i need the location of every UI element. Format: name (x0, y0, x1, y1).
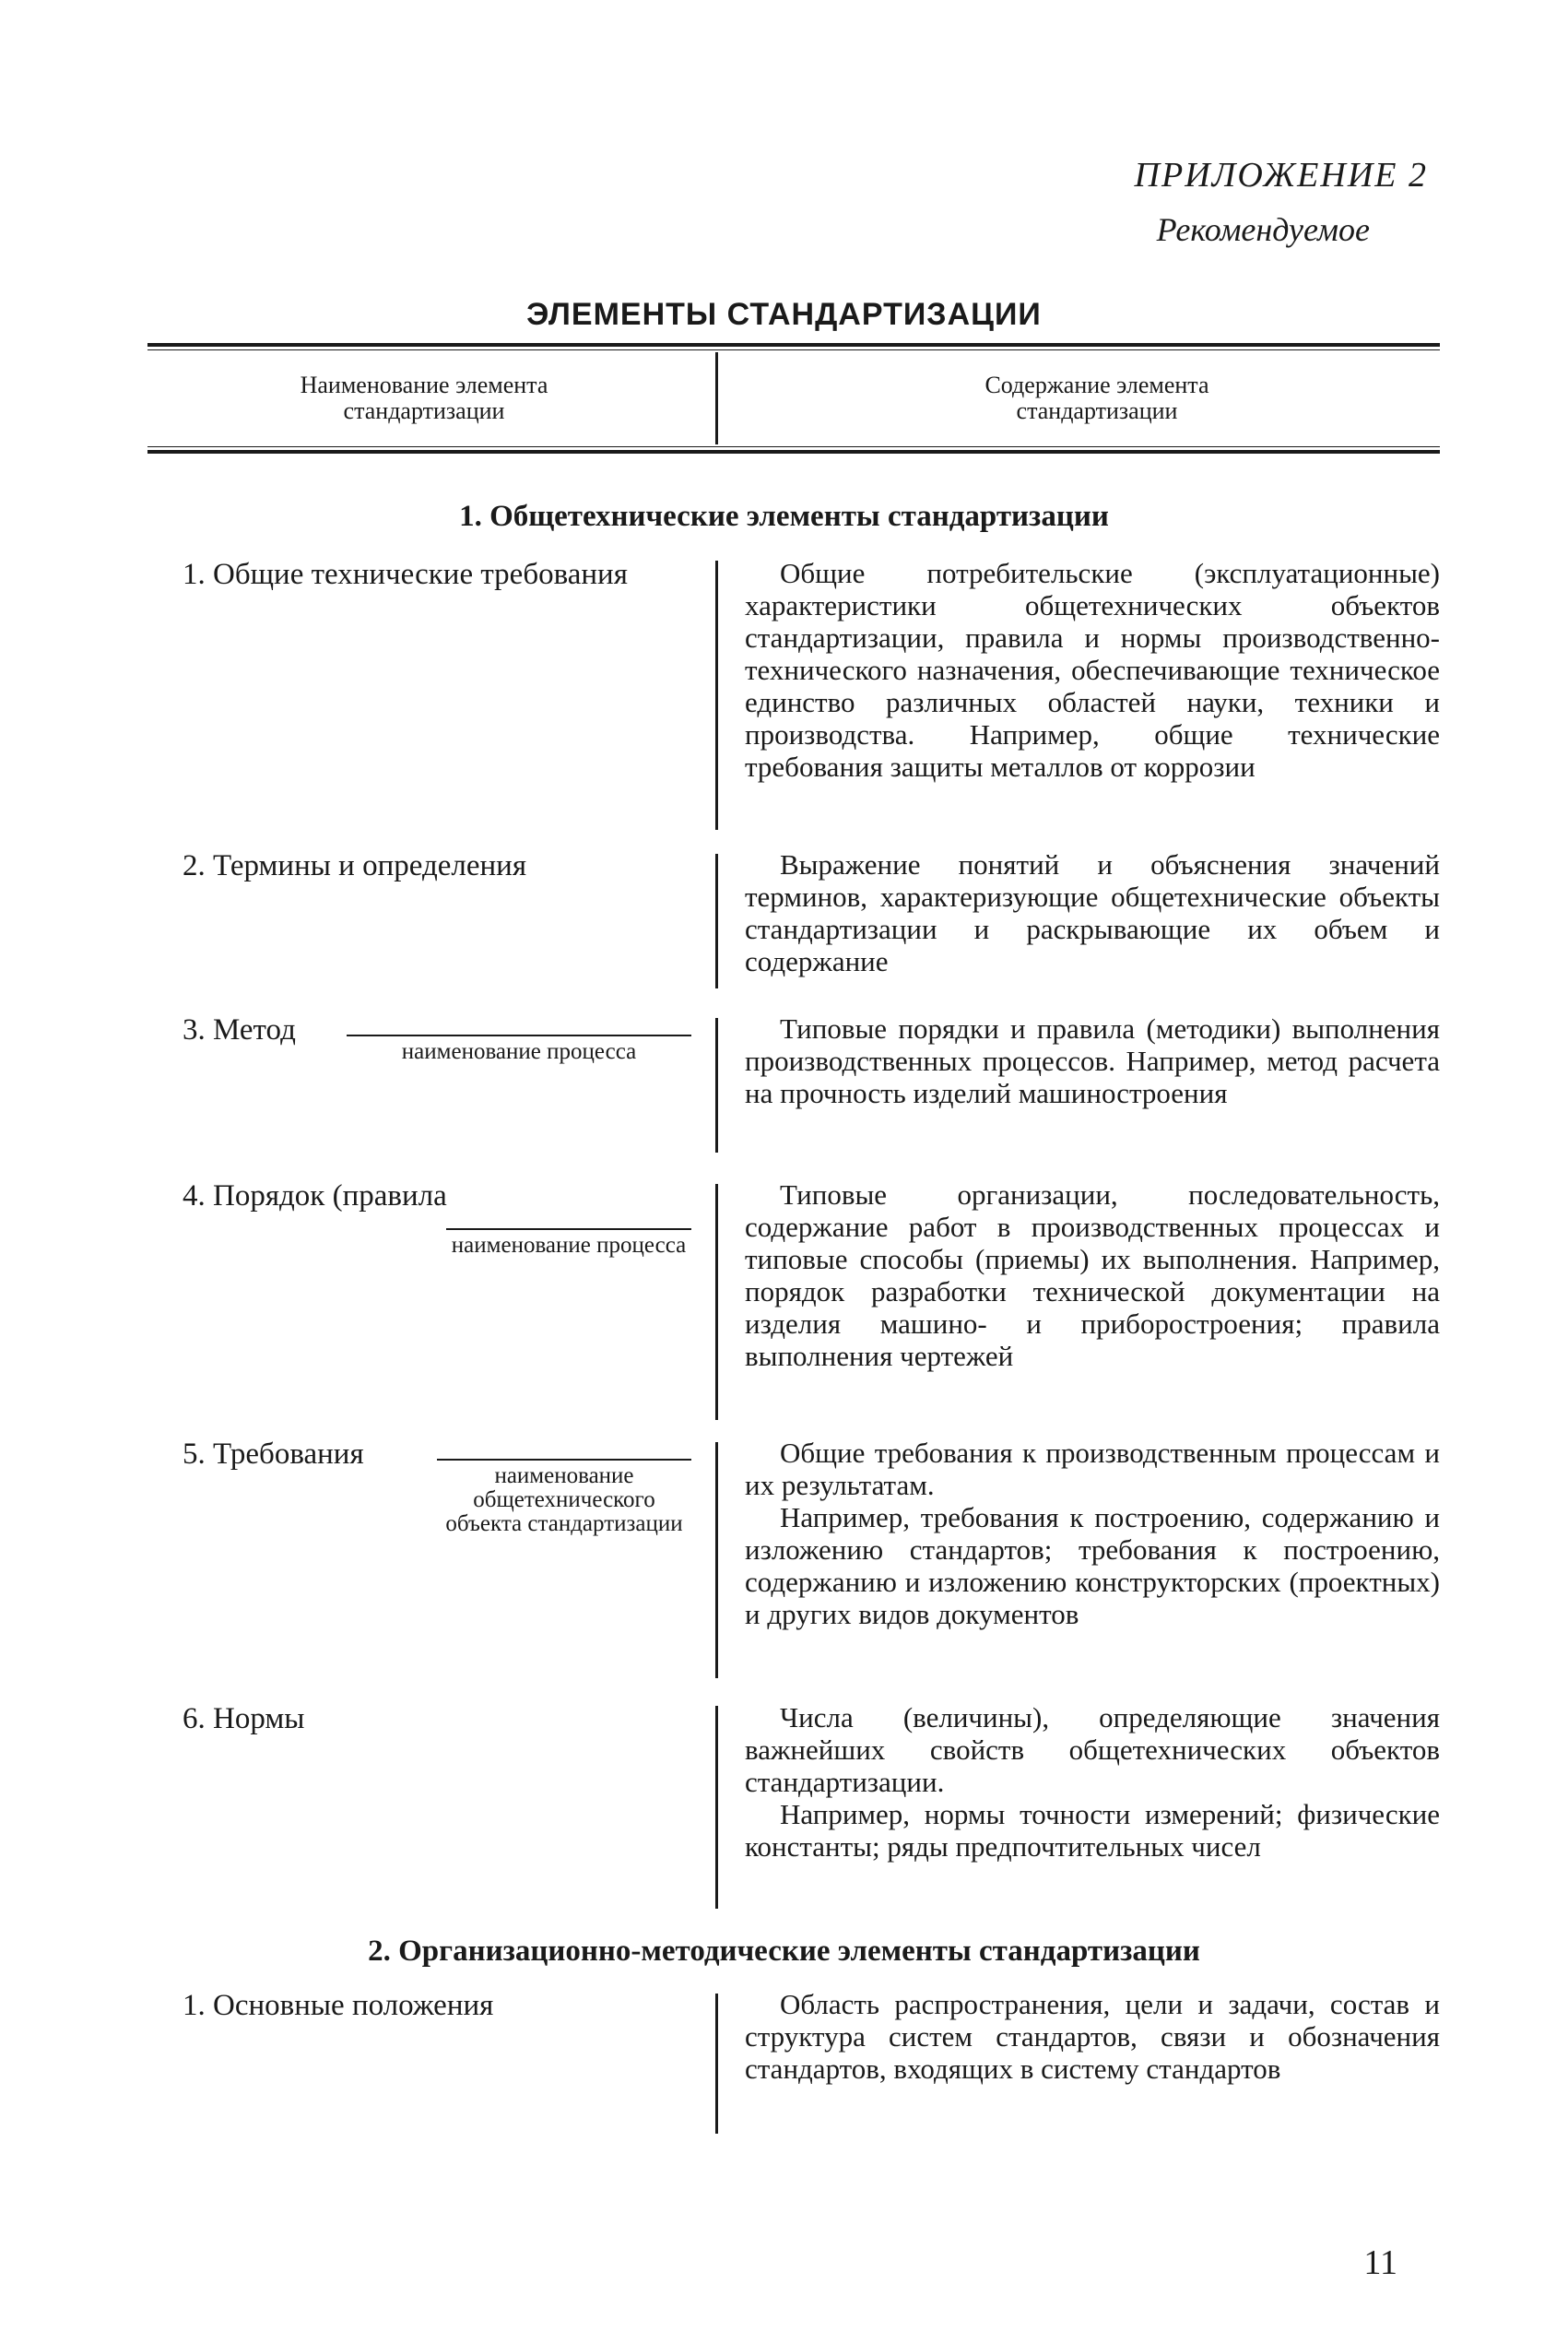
row-content (745, 557, 1440, 783)
recommended-label: Рекомендуемое (1156, 211, 1370, 248)
section2-title: 2. Организационно-методические элементы стандартизации (368, 1935, 1200, 1968)
content-paragraph: Числа (величины), определяющие значения важнейших свойств общетехнических объектов стандартизации. (745, 1701, 1440, 1798)
header-col-name: Наименование элемента стандартизации (300, 372, 548, 424)
row-content (745, 1178, 1440, 1372)
section1-title: 1. Общетехнические элементы стандартизации (459, 500, 1109, 533)
header-top-rule-thick (147, 343, 1440, 347)
column-divider (715, 561, 718, 830)
row-name: 6. Нормы (183, 1702, 305, 1735)
page-number: 11 (1363, 2243, 1397, 2282)
row-name: 3. Метод (183, 1013, 296, 1047)
column-divider (715, 1442, 718, 1678)
content-paragraph: Общие требования к производственным процессам и их результатам. (745, 1437, 1440, 1501)
row-name: 2. Термины и определения (183, 849, 527, 882)
row-name: 5. Требования (183, 1438, 364, 1471)
column-divider (715, 854, 718, 988)
header-col-content: Содержание элемента стандартизации (984, 372, 1209, 424)
content-paragraph: Типовые организации, последовательность, содержание работ в производственных процессах и типовые способы (приемы) их выполнения. Например, порядок разработки технической документации на изделия машино- и приборостроения; правила выполнения чертежей (745, 1178, 1440, 1372)
header-column-divider (715, 352, 718, 444)
header-top-rule-thin (147, 349, 1440, 350)
content-paragraph: Например, нормы точности измерений; физические константы; ряды предпочтительных чисел (745, 1798, 1440, 1863)
content-paragraph: Общие потребительские (эксплуатационные) характеристики общетехнических объектов стандартизации, правила и нормы производственно-технического назначения, обеспечивающие техническое единство различных областей науки, техники и производства. Например, общие технические требования защиты металлов от коррозии (745, 557, 1440, 783)
row-content (745, 1988, 1440, 2085)
content-paragraph: Например, требования к построению, содержанию и изложению стандартов; требования к построению, содержанию и изложению конструкторских (проектных) и других видов документов (745, 1501, 1440, 1630)
content-paragraph: Область распространения, цели и задачи, состав и структура систем стандартов, связи и обозначения стандартов, входящих в систему стандартов (745, 1988, 1440, 2085)
row-name: 4. Порядок (правила (183, 1179, 447, 1213)
column-divider (715, 1706, 718, 1909)
header-bottom-rule-thick (147, 450, 1440, 454)
blank-underline: наименование общетехнического объекта стандартизации (437, 1459, 691, 1536)
row-content (745, 848, 1440, 977)
row-name: 1. Основные положения (183, 1989, 494, 2022)
header-bottom-rule-thin (147, 446, 1440, 447)
column-divider (715, 1018, 718, 1153)
row-content (745, 1437, 1440, 1630)
content-paragraph: Типовые порядки и правила (методики) выполнения производственных процессов. Например, метод расчета на прочность изделий машиностроения (745, 1012, 1440, 1109)
document-title: ЭЛЕМЕНТЫ СТАНДАРТИЗАЦИИ (526, 297, 1042, 332)
blank-underline: наименование процесса (347, 1035, 691, 1064)
blank-underline: наименование процесса (446, 1228, 691, 1258)
row-name: 1. Общие технические требования (183, 558, 628, 591)
appendix-label: ПРИЛОЖЕНИЕ 2 (1134, 156, 1428, 195)
row-content (745, 1012, 1440, 1109)
column-divider (715, 1994, 718, 2134)
column-divider (715, 1184, 718, 1420)
row-content (745, 1701, 1440, 1863)
content-paragraph: Выражение понятий и объяснения значений терминов, характеризующие общетехнические объекты стандартизации и раскрывающие их объем и содержание (745, 848, 1440, 977)
